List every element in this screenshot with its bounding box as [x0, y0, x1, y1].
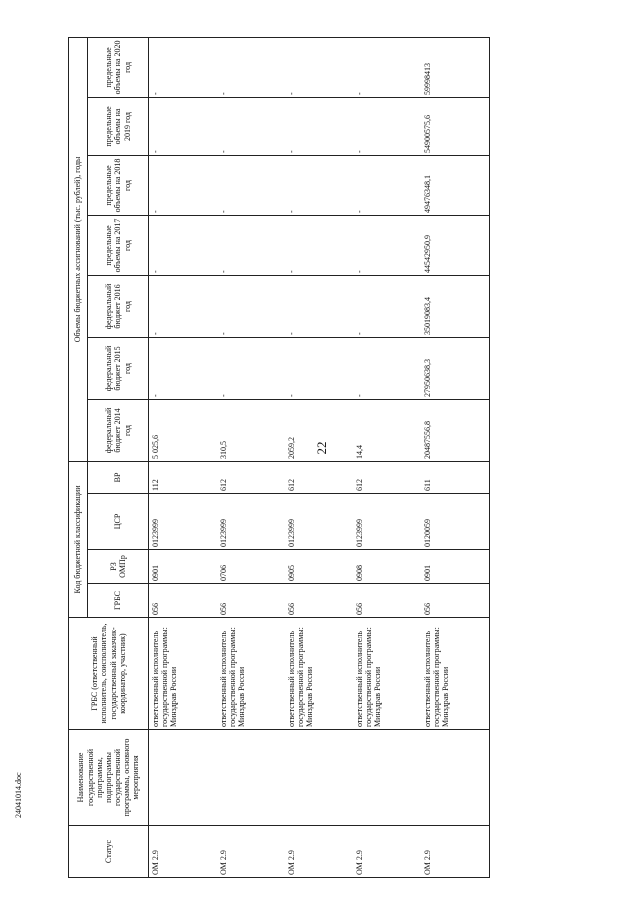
cell-status: ОМ 2.9: [421, 826, 490, 878]
cell-status: ОМ 2.9: [217, 826, 285, 878]
cell-2018: -: [353, 155, 421, 215]
header-csr: ЦСР: [88, 494, 149, 550]
cell-vr: 611: [421, 461, 490, 493]
cell-2019: 54900575,6: [421, 97, 490, 155]
cell-2015: -: [353, 337, 421, 399]
cell-2018: 49476348,1: [421, 155, 490, 215]
table-row: [149, 37, 218, 877]
header-name: Наименование государственной программы, подпрограммы государственной программы, основного мероприятия: [69, 730, 149, 826]
cell-2020: -: [353, 37, 421, 97]
cell-resp: ответственный исполнитель государственной программы: Минздрав России: [149, 618, 218, 730]
cell-rz: 0905: [285, 550, 353, 584]
cell-2015: -: [217, 337, 285, 399]
cell-2020: 59998413: [421, 37, 490, 97]
cell-2018: -: [285, 155, 353, 215]
cell-2014: 14,4: [353, 399, 421, 461]
header-status: Статус: [69, 826, 149, 878]
cell-resp: ответственный исполнитель государственной программы: Минздрав России: [353, 618, 421, 730]
table-row: [421, 37, 490, 877]
table-row: [217, 37, 285, 877]
cell-2016: -: [149, 275, 218, 337]
cell-rz: 0706: [217, 550, 285, 584]
cell-name: [149, 730, 218, 826]
cell-name: [217, 730, 285, 826]
cell-grbs: 056: [217, 584, 285, 618]
cell-2018: -: [217, 155, 285, 215]
cell-2017: -: [217, 215, 285, 275]
cell-vr: 612: [217, 461, 285, 493]
cell-grbs: 056: [353, 584, 421, 618]
cell-2018: -: [149, 155, 218, 215]
cell-grbs: 056: [149, 584, 218, 618]
cell-2020: -: [149, 37, 218, 97]
header-grbs-resp: ГРБС (ответственный исполнитель, соисполнитель, государственный заказчик-координатор, участник): [69, 618, 149, 730]
cell-csr: 0123999: [353, 494, 421, 550]
cell-name: [353, 730, 421, 826]
header-2015: федеральный бюджет 2015 год: [88, 337, 149, 399]
cell-vr: 112: [149, 461, 218, 493]
budget-table: [68, 37, 490, 878]
cell-2019: -: [353, 97, 421, 155]
cell-vr: 612: [353, 461, 421, 493]
cell-status: ОМ 2.9: [149, 826, 218, 878]
header-code-group: Код бюджетной классификации: [69, 461, 88, 617]
cell-csr: 0123999: [285, 494, 353, 550]
cell-2014: 5 025,6: [149, 399, 218, 461]
header-vr: ВР: [88, 461, 149, 493]
cell-resp: ответственный исполнитель государственной программы: Минздрав России: [217, 618, 285, 730]
cell-rz: 0901: [421, 550, 490, 584]
cell-2015: 27950638,3: [421, 337, 490, 399]
cell-resp: ответственный исполнитель государственной программы: Минздрав России: [285, 618, 353, 730]
cell-2020: -: [217, 37, 285, 97]
cell-2020: -: [285, 37, 353, 97]
cell-2014: 2059,2: [285, 399, 353, 461]
header-2014: федеральный бюджет 2014 год: [88, 399, 149, 461]
cell-2016: -: [353, 275, 421, 337]
cell-2017: 44542950,9: [421, 215, 490, 275]
footer-doc-name: 24041014.doc: [14, 772, 23, 818]
cell-rz: 0901: [149, 550, 218, 584]
cell-2015: -: [285, 337, 353, 399]
cell-2015: -: [149, 337, 218, 399]
cell-status: ОМ 2.9: [353, 826, 421, 878]
cell-vr: 612: [285, 461, 353, 493]
cell-csr: 0123999: [149, 494, 218, 550]
cell-2017: -: [285, 215, 353, 275]
cell-2016: 35019083,4: [421, 275, 490, 337]
cell-2017: -: [353, 215, 421, 275]
header-rz: РЗ ОМПр: [88, 550, 149, 584]
cell-name: [421, 730, 490, 826]
cell-name: [285, 730, 353, 826]
cell-2014: 20487556,8: [421, 399, 490, 461]
cell-grbs: 056: [421, 584, 490, 618]
cell-csr: 0120059: [421, 494, 490, 550]
header-2019: предельные объемы на 2019 год: [88, 97, 149, 155]
cell-2014: 310,5: [217, 399, 285, 461]
cell-status: ОМ 2.9: [285, 826, 353, 878]
header-2020: предельные объемы на 2020 год: [88, 37, 149, 97]
cell-resp: ответственный исполнитель государственной программы: Минздрав России: [421, 618, 490, 730]
cell-2016: -: [285, 275, 353, 337]
header-2017: предельные объемы на 2017 год: [88, 215, 149, 275]
table-row: [285, 37, 353, 877]
header-grbs: ГРБС: [88, 584, 149, 618]
cell-2019: -: [217, 97, 285, 155]
header-2016: федеральный бюджет 2016 год: [88, 275, 149, 337]
page-number: 22: [314, 441, 329, 455]
cell-csr: 0123999: [217, 494, 285, 550]
header-2018: предельные объемы на 2018 год: [88, 155, 149, 215]
table-row: [353, 37, 421, 877]
cell-2016: -: [217, 275, 285, 337]
cell-2019: -: [285, 97, 353, 155]
table-container: [68, 38, 548, 878]
header-volumes-group: Объемы бюджетных ассигнований (тыс. рублей), годы: [69, 37, 88, 461]
cell-rz: 0908: [353, 550, 421, 584]
cell-grbs: 056: [285, 584, 353, 618]
cell-2017: -: [149, 215, 218, 275]
cell-2019: -: [149, 97, 218, 155]
